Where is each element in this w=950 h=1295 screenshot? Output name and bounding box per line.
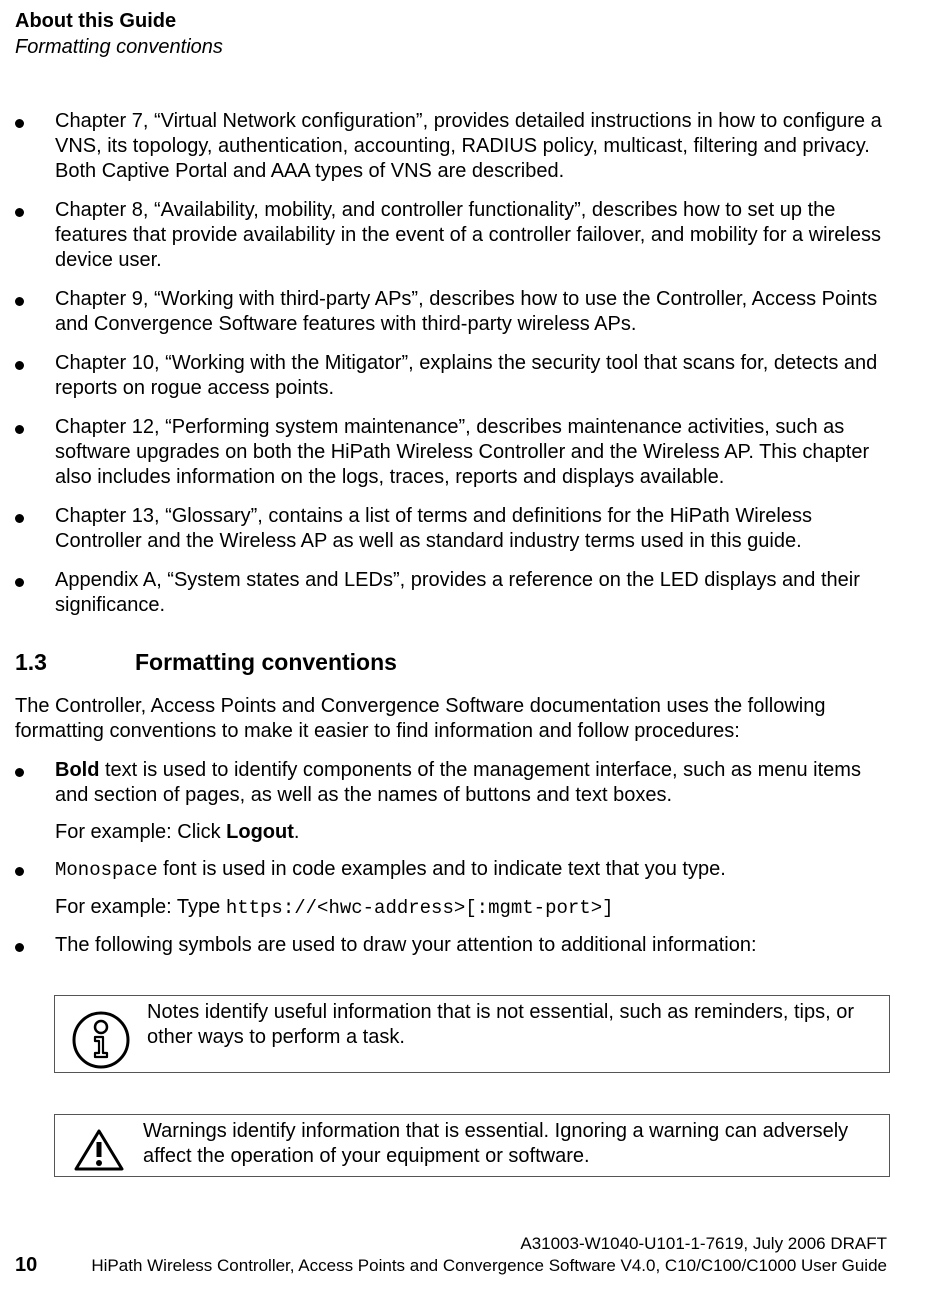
bold-example xyxy=(55,820,895,845)
bullet-dot xyxy=(15,867,24,876)
symbols-text: The following symbols are used to draw your attention to additional information: xyxy=(55,934,757,956)
list-item-text: Chapter 9, “Working with third-party APs”, describes how to use the Controller, Access Points and Convergence Software features with third-party wireless APs. xyxy=(55,288,878,335)
list-item-text: Chapter 10, “Working with the Mitigator”, explains the security tool that scans for, detects and reports on rogue access points. xyxy=(55,352,878,399)
mono-term: Monospace xyxy=(55,859,158,881)
section-intro: The Controller, Access Points and Convergence Software documentation uses the following formatting conventions to make it easier to find information and follow procedures: xyxy=(15,695,826,742)
bold-description xyxy=(55,758,895,808)
note-box xyxy=(54,995,890,1073)
list-item-text: Chapter 13, “Glossary”, contains a list of terms and definitions for the HiPath Wireless Controller and the Wireless AP as well as standard industry terms used in this guide. xyxy=(55,505,812,552)
bullet-dot xyxy=(15,578,24,587)
list-item-symbols xyxy=(15,933,895,958)
mono-text: font is used in code examples and to indicate text that you type. xyxy=(157,858,726,880)
section-title: Formatting conventions xyxy=(135,649,397,675)
list-item-text: Chapter 7, “Virtual Network configuration”, provides detailed instructions in how to configure a VNS, its topology, authentication, accounting, RADIUS policy, multicast, filtering and privacy. Both Captive Portal and AAA types of VNS are described. xyxy=(55,110,882,182)
list-item-mono xyxy=(15,857,895,921)
header-subtitle: Formatting conventions xyxy=(15,36,223,58)
bullet-dot xyxy=(15,768,24,777)
warning-icon xyxy=(73,1128,125,1179)
list-item xyxy=(15,504,895,554)
list-item-text: Appendix A, “System states and LEDs”, provides a reference on the LED displays and their significance. xyxy=(55,569,860,616)
footer-title: HiPath Wireless Controller, Access Points and Convergence Software V4.0, C10/C100/C1000 User Guide xyxy=(91,1256,887,1275)
bullet-dot xyxy=(15,425,24,434)
list-item xyxy=(15,415,895,490)
bullet-dot xyxy=(15,514,24,523)
bullet-dot xyxy=(15,119,24,128)
list-item xyxy=(15,287,895,337)
mono-description xyxy=(55,857,895,883)
list-item-text: Chapter 12, “Performing system maintenance”, describes maintenance activities, such as software upgrades on both the HiPath Wireless Controller and the Wireless AP. This chapter also includes information on the logs, traces, reports and displays available. xyxy=(55,416,870,488)
footer-doc-code: A31003-W1040-U101-1-7619, July 2006 DRAFT xyxy=(520,1234,887,1253)
header-title: About this Guide xyxy=(15,10,177,32)
bullet-dot xyxy=(15,943,24,952)
example-prefix: For example: Click xyxy=(55,821,227,843)
page-number: 10 xyxy=(15,1254,38,1276)
warning-text: Warnings identify information that is essential. Ignoring a warning can adversely affect the operation of your equipment or software. xyxy=(143,1120,849,1167)
note-text: Notes identify useful information that is not essential, such as reminders, tips, or other ways to perform a task. xyxy=(147,1001,855,1048)
example-logout: Logout xyxy=(226,821,294,843)
conventions-list xyxy=(15,758,895,970)
chapter-list xyxy=(15,109,895,632)
mono-example xyxy=(55,895,895,921)
section-heading xyxy=(15,648,397,676)
example-url: https://<hwc-address>[:mgmt-port>] xyxy=(225,897,614,919)
example-suffix: . xyxy=(293,821,300,843)
list-item xyxy=(15,351,895,401)
list-item xyxy=(15,568,895,618)
example-prefix: For example: Type xyxy=(55,896,226,918)
running-header xyxy=(15,9,223,61)
list-item xyxy=(15,109,895,184)
list-item-bold xyxy=(15,758,895,845)
info-icon xyxy=(71,1010,131,1077)
bullet-dot xyxy=(15,361,24,370)
warning-box xyxy=(54,1114,890,1177)
bold-term: Bold xyxy=(55,759,100,781)
list-item xyxy=(15,198,895,273)
bullet-dot xyxy=(15,208,24,217)
bullet-dot xyxy=(15,297,24,306)
bold-text: text is used to identify components of the management interface, such as menu items and section of pages, as well as the names of buttons and text boxes. xyxy=(55,759,861,806)
list-item-text: Chapter 8, “Availability, mobility, and controller functionality”, describes how to set up the features that provide availability in the event of a controller failover, and mobility for a wireless device user. xyxy=(55,199,881,271)
section-number: 1.3 xyxy=(15,649,47,675)
